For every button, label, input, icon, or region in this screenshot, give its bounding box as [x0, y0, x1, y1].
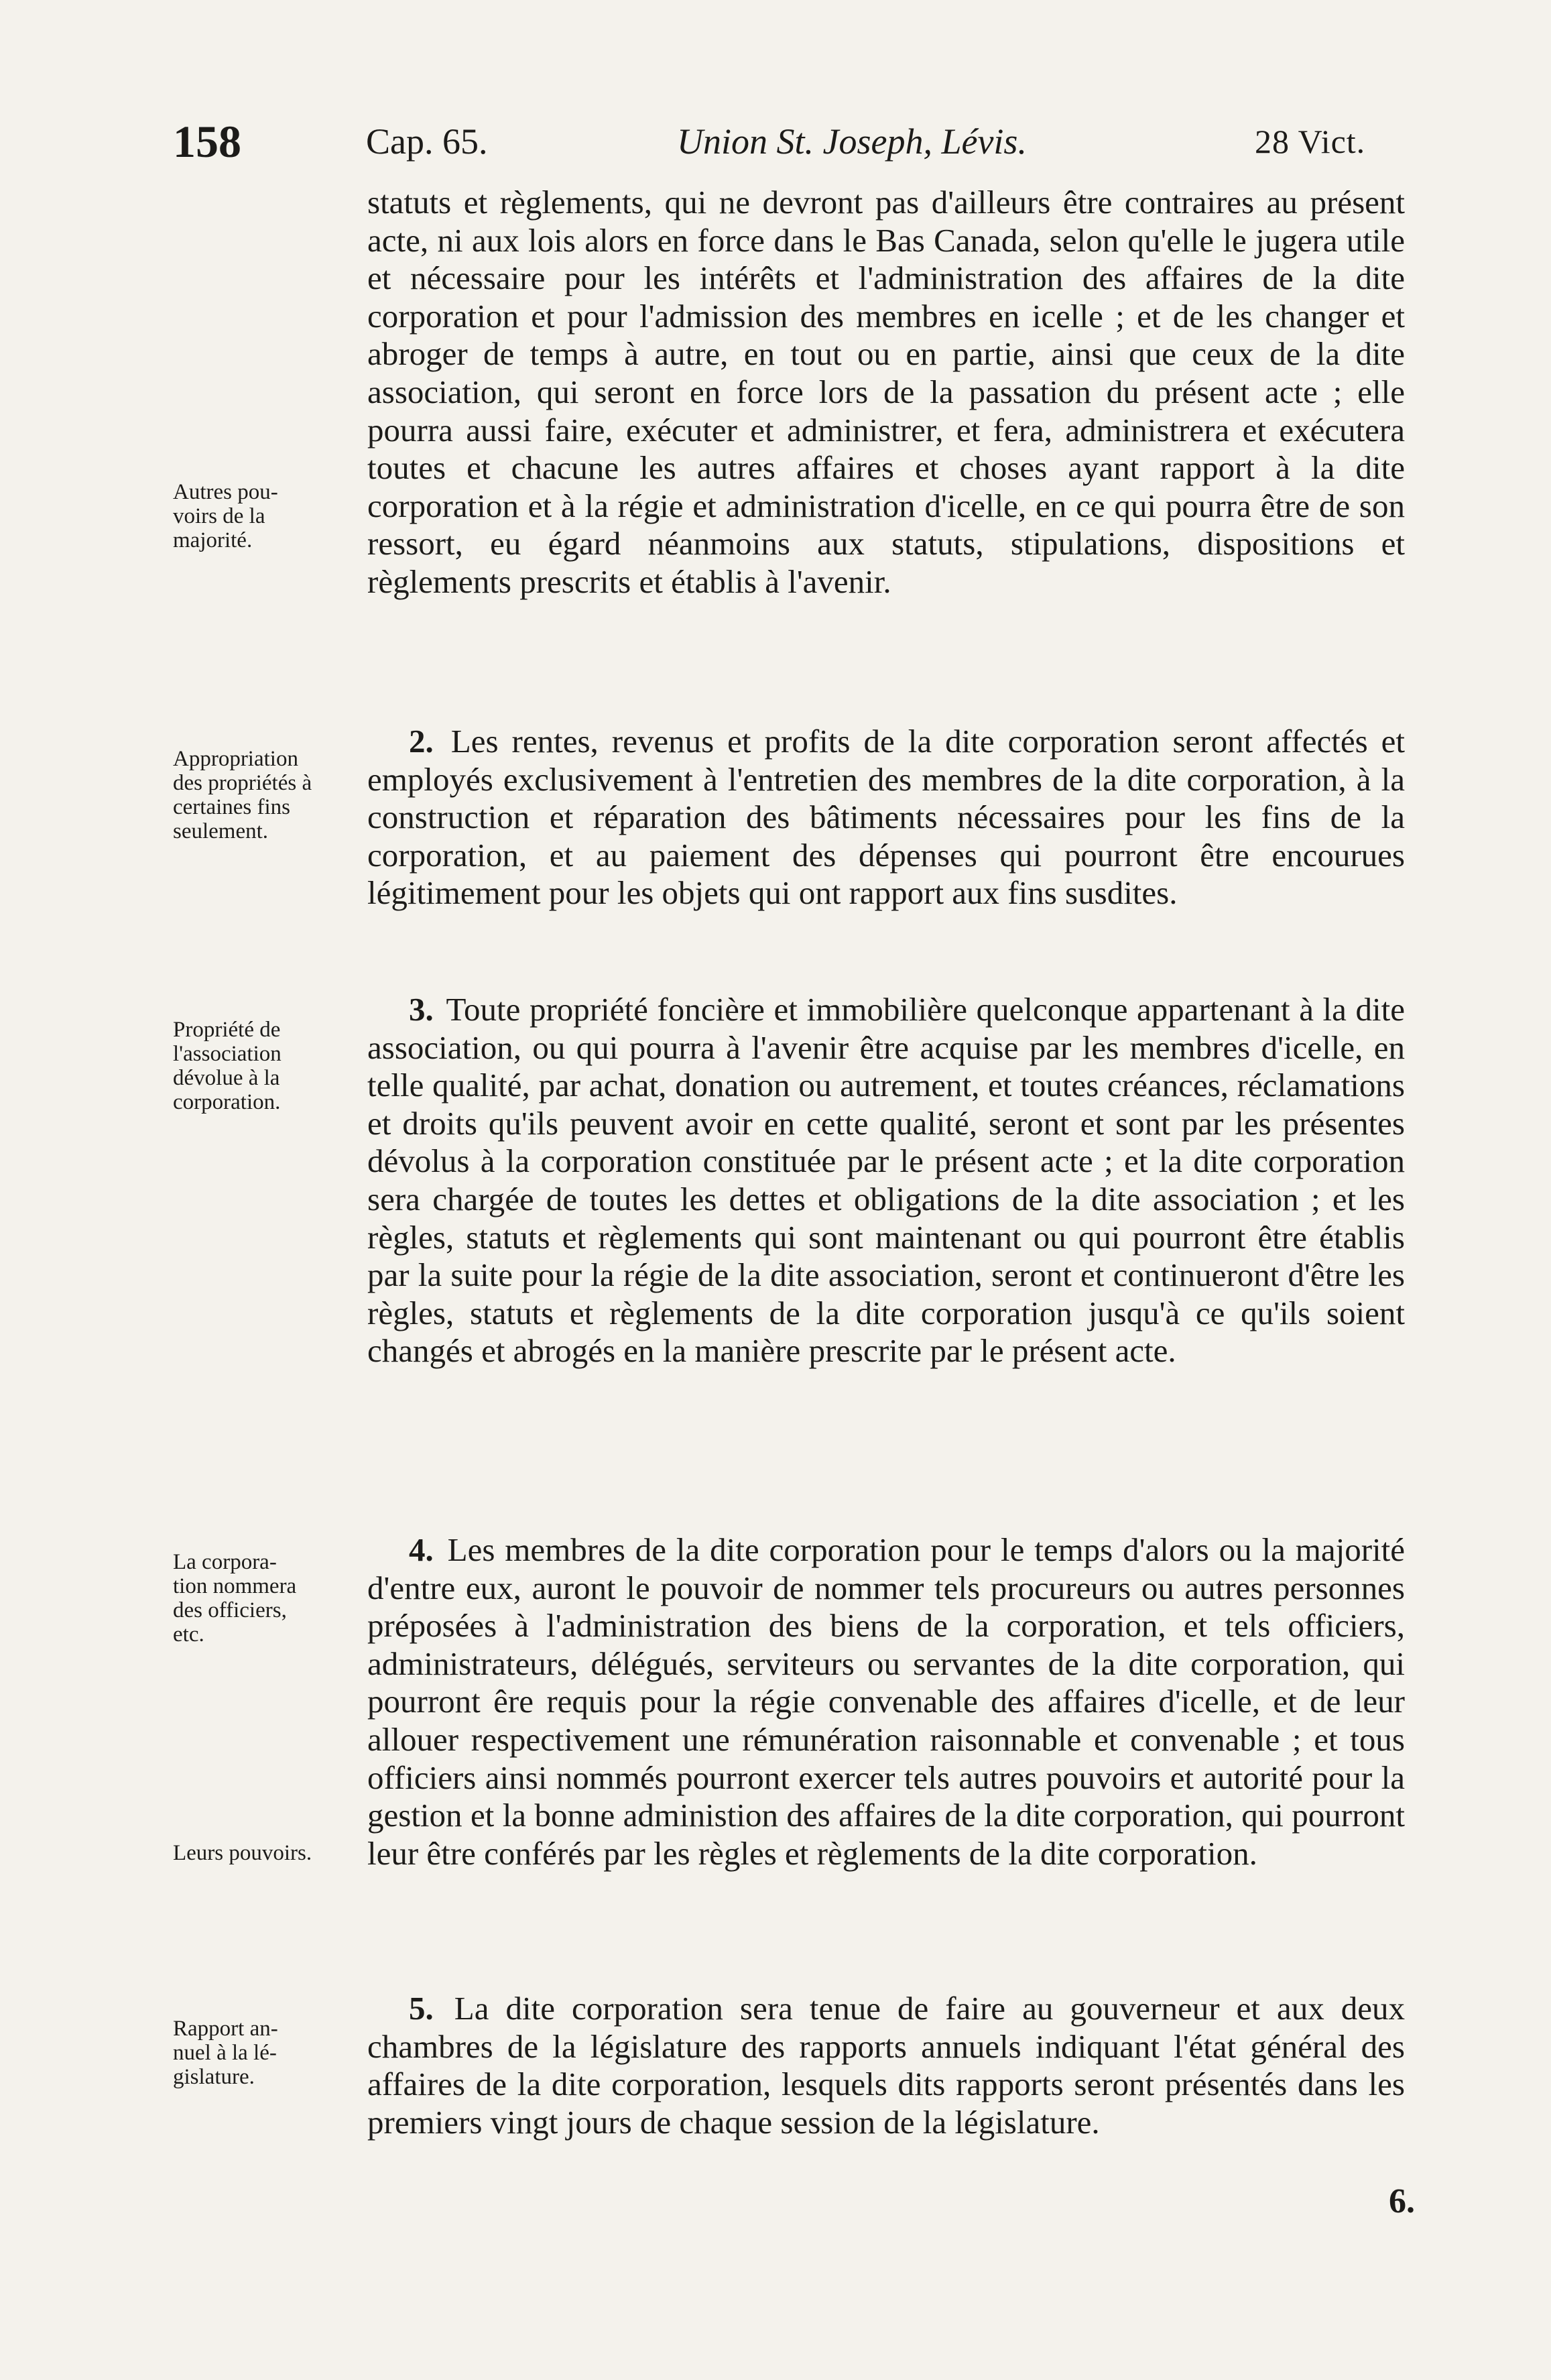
running-title: Union St. Joseph, Lévis.	[677, 121, 1027, 162]
regnal-year: 28 Vict.	[1255, 123, 1366, 160]
page-number: 158	[173, 116, 241, 167]
section-number: 4.	[409, 1531, 434, 1568]
margin-note: Leurs pouvoirs.	[173, 1841, 312, 1865]
paragraph-text: statuts et règlements, qui ne devront pas d'ailleurs être contraires au présent acte, ni aux lois alors en force dans le Bas Canada, selon qu'elle le jugera utile et nécessaire pour les intérêts et l'administration des affaires de la dite corporation et pour l'admission des membres en icelle ; et de les changer et abroger de temps à autre, en tout ou en partie, ainsi que ceux de la dite association, qui seront en force lors de la passation du présent acte ; elle pourra aussi faire, exécuter et administrer, et fera, administrera et exécutera toutes et chacune les autres affaires et choses ayant rapport à la dite corporation et à la régie et administration d'icelle, en ce qui pourra être de son ressort, eu égard néanmoins aux statuts, stipulations, dispositions et règlements prescrits et établis à l'avenir.	[367, 184, 1405, 600]
paragraph-text: Les rentes, revenus et profits de la dite corporation seront affectés et employés exclusivement à l'entretien des membres de la dite corporation, à la construction et réparation des bâtiments nécessaires pour les fins de la corporation, et au paiement des dépenses qui pourront être encourues légitimement pour les objets qui ont rapport aux fins susdites.	[367, 723, 1406, 912]
section-4	[367, 1531, 1405, 1872]
paragraph-text: La dite corporation sera tenue de faire au gouverneur et aux deux chambres de la législature des rapports annuels indiquant l'état général des affaires de la dite corporation, lesquels dits rapports seront présentés dans les premiers vingt jours de chaque session de la législature.	[367, 1990, 1405, 2141]
chapter-label: Cap. 65.	[366, 121, 488, 162]
margin-note: Autres pou- voirs de la majorité.	[173, 480, 278, 552]
margin-note: Appropriation des propriétés à certaines fins seulement.	[173, 747, 312, 843]
section-2	[367, 723, 1405, 912]
paragraph-text: Toute propriété foncière et immobilière quelconque appartenant à la dite association, ou qui pourra à l'avenir être acquise par les membres d'icelle, en telle qualité, par achat, donation ou autrement, et toutes créances, réclamations et droits qu'ils peuvent avoir en cette qualité, seront et sont par les présentes dévolus à la corporation constituée par le présent acte ; et la dite corporation sera chargée de toutes les dettes et obligations de la dite association ; et les règles, statuts et règlements qui sont maintenant ou qui pourront être établis par la suite pour la régie de la dite association, seront et continueront d'être les règles, statuts et règlements de la dite corporation jusqu'à ce qu'ils soient changés et abrogés en la manière prescrite par le présent acte.	[367, 991, 1405, 1370]
section-number: 2.	[409, 723, 434, 760]
running-header	[0, 115, 1551, 176]
margin-note: Rapport an- nuel à la lé- gislature.	[173, 2017, 278, 2089]
paragraph-text: Les membres de la dite corporation pour le temps d'alors ou la majorité d'entre eux, auront le pouvoir de nommer tels procureurs ou autres personnes préposées à l'administration des biens de la corporation, et tels officiers, administrateurs, délégués, serviteurs ou servantes de la dite corporation, qui pourront êre requis pour la régie convenable des affaires d'icelle, et de leur allouer respectivement une rémunération raisonnable et convenable ; et tous officiers ainsi nommés pourront exercer tels autres pouvoirs et autorité pour la gestion et la bonne administion des affaires de la dite corporation, qui pourront leur être conférés par les règles et règlements de la dite corporation.	[367, 1531, 1405, 1872]
section-5	[367, 1990, 1405, 2141]
section-number: 3.	[409, 991, 434, 1028]
section-number: 5.	[409, 1990, 434, 2027]
paragraph-continuation	[367, 184, 1405, 601]
section-3	[367, 991, 1405, 1370]
margin-note: Propriété de l'association dévolue à la corporation.	[173, 1018, 282, 1114]
margin-note: La corpora- tion nommera des officiers, etc.	[173, 1550, 297, 1647]
catchword: 6.	[1389, 2182, 1415, 2220]
